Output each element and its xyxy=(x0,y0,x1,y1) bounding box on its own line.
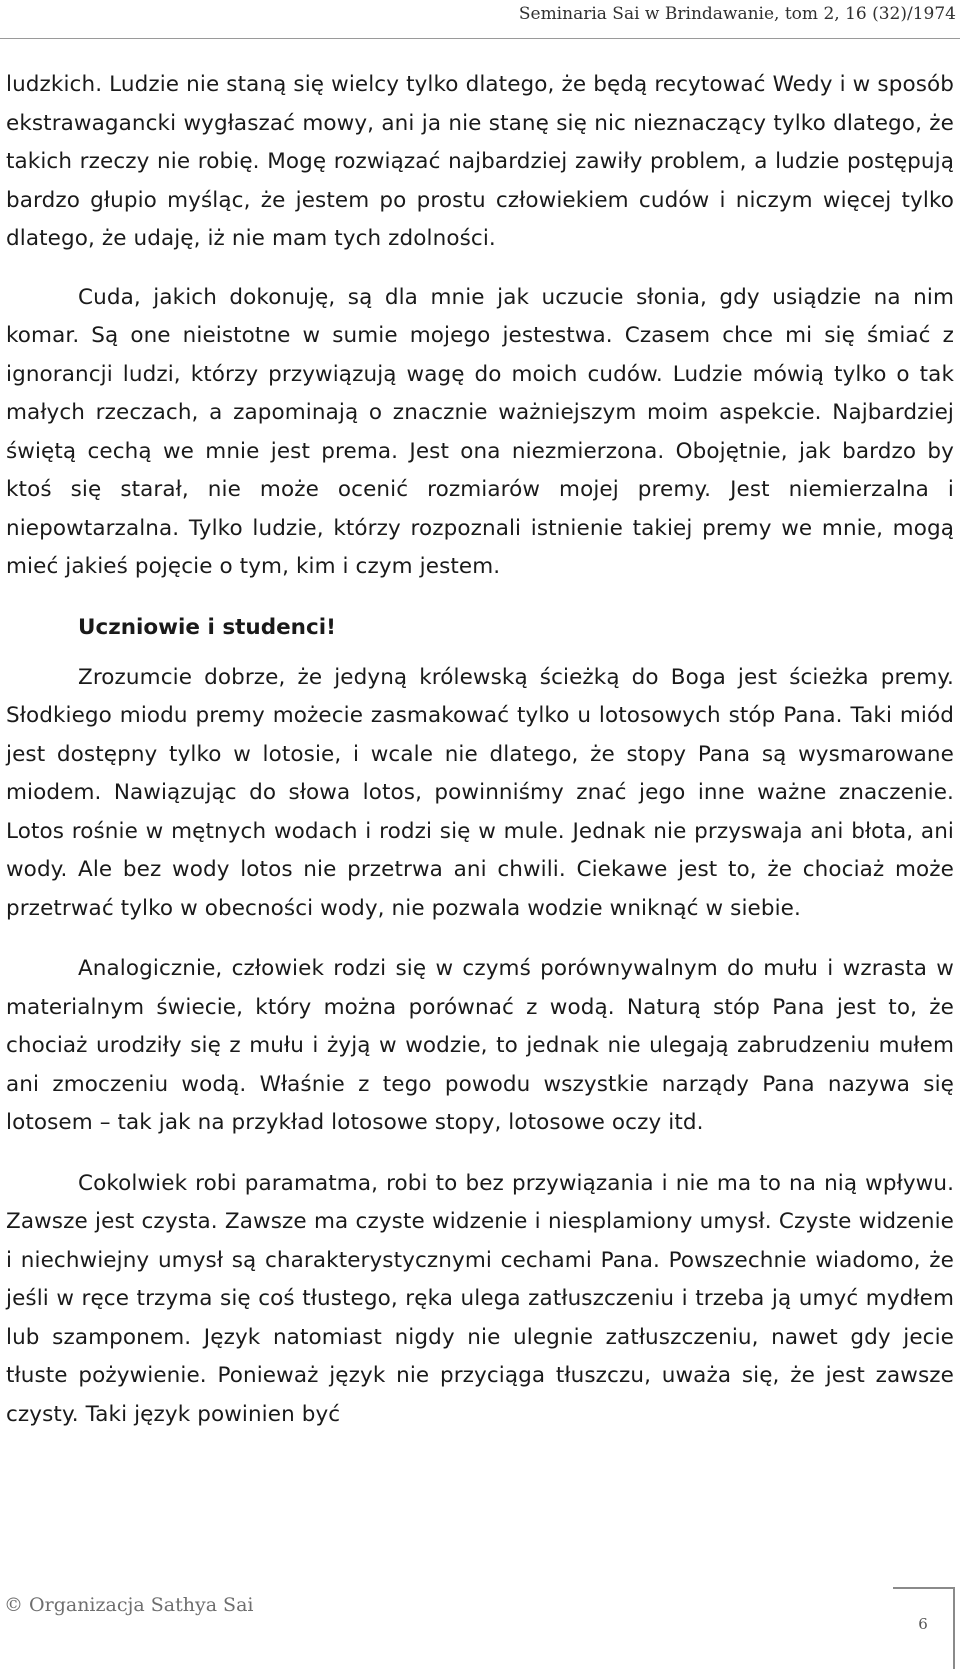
paragraph-miracles: Cuda, jakich dokonuję, są dla mnie jak uczucie słonia, gdy usiądzie na nim komar. Są one nieistotne w sumie mojego jestestwa. Czasem chce mi się śmiać z ignorancji ludzi, którzy przywiązują wagę do moich cudów. Ludzie mówią tylko o tak małych rzeczach, a zapominają o znacznie ważniejszym moim aspekcie. Najbardziej świętą cechą we mnie jest prema. Jest ona niezmierzona. Obojętnie, jak bardzo by ktoś się starał, nie może ocenić rozmiarów mojej premy. Jest niemierzalna i niepowtarzalna. Tylko ludzie, którzy rozpoznali istnienie takiej premy we mnie, mogą mieć jakieś pojęcie o tym, kim i czym jestem. xyxy=(6,284,954,579)
copyright-notice: © Organizacja Sathya Sai xyxy=(4,1594,254,1616)
section-heading: Uczniowie i studenci! xyxy=(78,614,336,640)
running-title: Seminaria Sai w Brindawanie, tom 2, 16 (32)/1974 xyxy=(518,4,956,24)
paragraph-prema-path: Zrozumcie dobrze, że jedyną królewską ścieżką do Boga jest ścieżka premy. Słodkiego miodu premy możecie zasmakować tylko u lotosowych stóp Pana. Taki miód jest dostępny tylko w lotosie, i wcale nie dlatego, że stopy Pana są wysmarowane miodem. Nawiązując do słowa lotos, powinniśmy znać jego inne ważne znaczenie. Lotos rośnie w mętnych wodach i rodzi się w mule. Jednak nie przyswaja ani błota, ani wody. Ale bez wody lotos nie przetrwa ani chwili. Ciekawe jest to, że chociaż może przetrwać tylko w obecności wody, nie pozwala wodzie wniknąć w siebie. xyxy=(6,664,954,921)
body-text xyxy=(6,66,954,1456)
page-number-box xyxy=(893,1587,955,1669)
page-number: 6 xyxy=(918,1615,928,1633)
paragraph-paramatma: Cokolwiek robi paramatma, robi to bez przywiązania i nie ma to na nią wpływu. Zawsze jest czysta. Zawsze ma czyste widzenie i niesplamiony umysł. Czyste widzenie i niechwiejny umysł są charakterystycznymi cechami Pana. Powszechnie wiadomo, że jeśli w ręce trzyma się coś tłustego, ręka ulega zatłuszczeniu i trzeba ją umyć mydłem lub szamponem. Język natomiast nigdy nie ulegnie zatłuszczeniu, nawet gdy jecie tłuste pożywienie. Ponieważ język nie przyciąga tłuszczu, uważa się, że jest zawsze czysty. Taki język powinien być xyxy=(6,1170,954,1427)
page-header xyxy=(0,0,960,39)
paragraph-continuation: ludzkich. Ludzie nie staną się wielcy tylko dlatego, że będą recytować Wedy i w sposób ekstrawagancki wygłaszać mowy, ani ja nie stanę się nic nieznaczący tylko dlatego, że takich rzeczy nie robię. Mogę rozwiązać najbardziej zawiły problem, a ludzie postępują bardzo głupio myśląc, że jestem po prostu człowiekiem cudów i niczym więcej tylko dlatego, że udaję, iż nie mam tych zdolności. xyxy=(6,72,954,251)
paragraph-lotus-analogy: Analogicznie, człowiek rodzi się w czymś porównywalnym do mułu i wzrasta w materialnym świecie, który można porównać z wodą. Naturą stóp Pana jest to, że chociaż urodziły się z mułu i żyją w wodzie, to jednak nie ulegają zabrudzeniu mułem ani zmoczeniu wodą. Właśnie z tego powodu wszystkie narządy Pana nazywa się lotosem – tak jak na przykład lotosowe stopy, lotosowe oczy itd. xyxy=(6,956,954,1135)
